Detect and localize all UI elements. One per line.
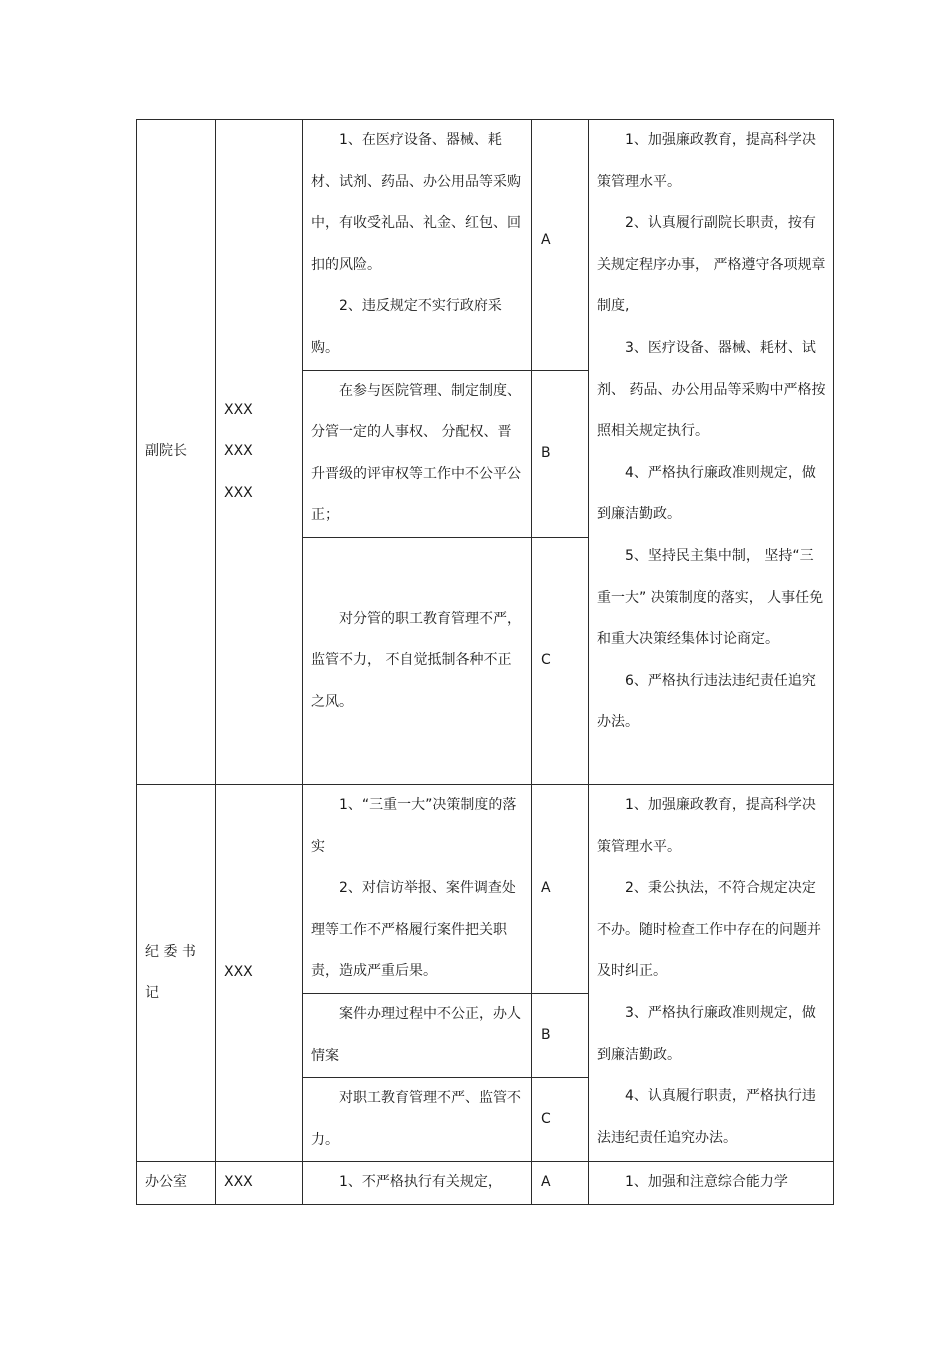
position-line: 记 bbox=[145, 985, 159, 1002]
measure-text: 5、坚持民主集中制， 坚持“三重一大” 决策制度的落实， 人事任免和重大决策经集体讨论商定。 bbox=[597, 547, 824, 648]
risk-text: 在参与医院管理、制定制度、分管一定的人事权、 分配权、晋升晋级的评审权等工作中不公平公正； bbox=[311, 382, 521, 524]
risk-description-cell bbox=[303, 784, 532, 993]
risk-level-cell: A bbox=[532, 784, 589, 993]
risk-text: 1、在医疗设备、器械、耗材、试剂、药品、办公用品等采购中，有收受礼品、礼金、红包、回扣的风险。 bbox=[311, 132, 521, 273]
risk-description-cell bbox=[303, 993, 532, 1077]
measure-text: 1、加强廉政教育，提高科学决策管理水平。 bbox=[597, 796, 816, 855]
risk-level-cell: B bbox=[532, 370, 589, 537]
measure-text: 2、秉公执法，不符合规定决定不办。随时检查工作中存在的问题并及时纠正。 bbox=[597, 880, 821, 980]
risk-level-cell: A bbox=[532, 1162, 589, 1205]
person-name: XXX bbox=[224, 443, 253, 460]
risk-text: 2、违反规定不实行政府采购。 bbox=[311, 298, 502, 356]
measure-text: 4、认真履行职责，严格执行违法违纪责任追究办法。 bbox=[597, 1088, 816, 1146]
risk-level-cell: C bbox=[532, 1078, 589, 1162]
measure-text: 1、加强和注意综合能力学 bbox=[625, 1174, 788, 1191]
risk-text: 1、不严格执行有关规定， bbox=[339, 1174, 502, 1191]
person-name: XXX bbox=[224, 484, 253, 501]
position-cell: 副院长 bbox=[137, 120, 216, 785]
risk-description-cell bbox=[303, 1078, 532, 1162]
risk-description-cell bbox=[303, 120, 532, 371]
person-name: XXX bbox=[224, 1174, 253, 1191]
risk-level-cell: B bbox=[532, 993, 589, 1077]
risk-text: 对职工教育管理不严、监管不力。 bbox=[311, 1090, 521, 1148]
risk-table bbox=[136, 119, 834, 1205]
risk-text: 2、对信访举报、案件调查处理等工作不严格履行案件把关职责，造成严重后果。 bbox=[311, 880, 516, 980]
measures-cell bbox=[589, 784, 834, 1161]
measure-text: 1、加强廉政教育，提高科学决策管理水平。 bbox=[597, 132, 816, 190]
table-row bbox=[137, 784, 834, 993]
person-name: XXX bbox=[224, 401, 253, 418]
position-line: 纪 委 书 bbox=[145, 943, 196, 960]
person-cell bbox=[216, 784, 303, 1161]
risk-level-cell: C bbox=[532, 537, 589, 784]
position-cell bbox=[137, 784, 216, 1161]
measure-text: 3、严格执行廉政准则规定，做到廉洁勤政。 bbox=[597, 1004, 816, 1063]
measure-text: 2、认真履行副院长职责，按有关规定程序办事， 严格遵守各项规章制度, bbox=[597, 215, 826, 315]
measure-text: 4、严格执行廉政准则规定，做到廉洁勤政。 bbox=[597, 464, 816, 523]
table-row bbox=[137, 1162, 834, 1205]
risk-text: 对分管的职工教育管理不严，监管不力， 不自觉抵制各种不正之风。 bbox=[311, 610, 521, 710]
position-cell: 办公室 bbox=[137, 1162, 216, 1205]
person-cell bbox=[216, 120, 303, 785]
risk-level-cell: A bbox=[532, 120, 589, 371]
person-name: XXX bbox=[224, 964, 253, 981]
measures-cell bbox=[589, 120, 834, 785]
risk-text: 案件办理过程中不公正，办人情案 bbox=[311, 1005, 521, 1064]
risk-description-cell bbox=[303, 537, 532, 784]
measures-cell bbox=[589, 1162, 834, 1205]
table-row bbox=[137, 120, 834, 371]
measure-text: 6、严格执行违法违纪责任追究办法。 bbox=[597, 672, 816, 731]
risk-description-cell bbox=[303, 1162, 532, 1205]
risk-description-cell bbox=[303, 370, 532, 537]
person-cell bbox=[216, 1162, 303, 1205]
measure-text: 3、医疗设备、器械、耗材、试剂、 药品、办公用品等采购中严格按照相关规定执行。 bbox=[597, 339, 826, 440]
risk-text: 1、“三重一大”决策制度的落实 bbox=[311, 796, 517, 855]
